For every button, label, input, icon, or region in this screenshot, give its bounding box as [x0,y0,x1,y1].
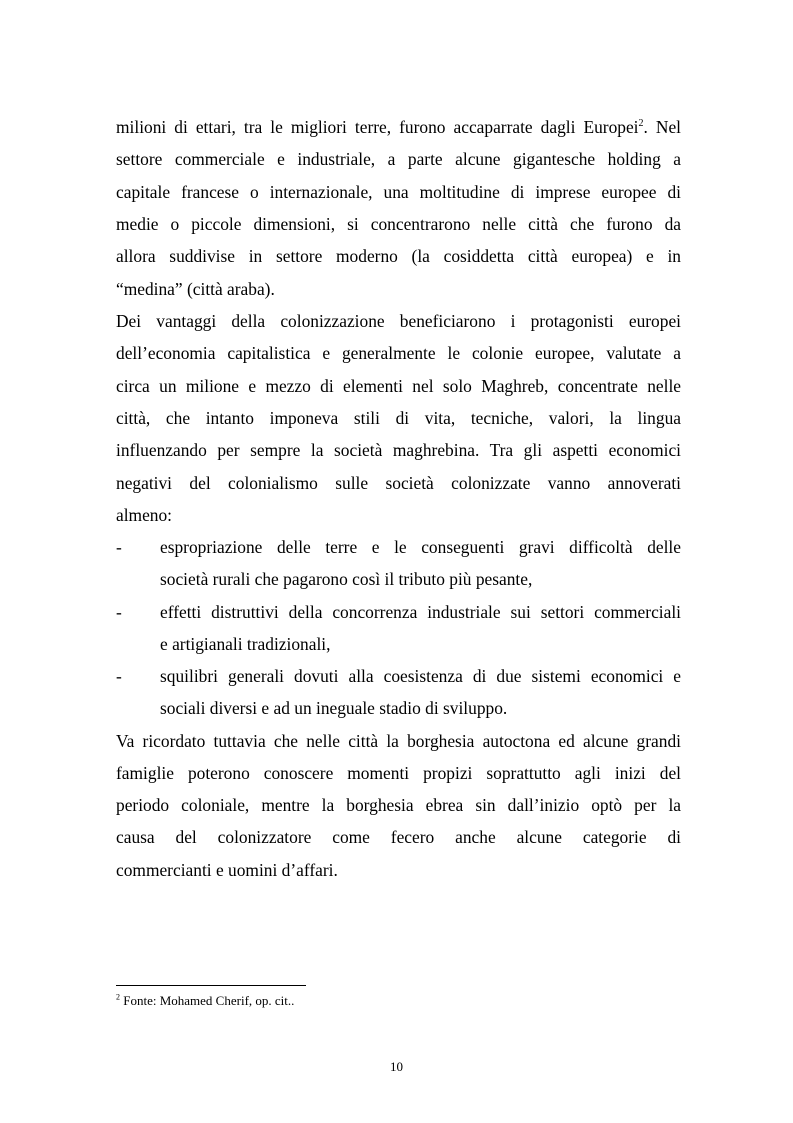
para1-line-2: settore commerciale e industriale, a parte alcune gigantesche holding a [116,149,681,169]
bullet-2-line-2: e artigianali tradizionali, [160,634,331,654]
footnote [116,993,294,1009]
para2-line-5: influenzando per sempre la società maghrebina. Tra gli aspetti economici [116,440,681,460]
para2-line-3: circa un milione e mezzo di elementi nel solo Maghreb, concentrate nelle [116,376,681,396]
para3-line-2: famiglie poterono conoscere momenti propizi soprattutto agli inizi del [116,763,681,783]
para1-line-4: medie o piccole dimensioni, si concentrarono nelle città che furono da [116,214,681,234]
footnote-separator [116,985,306,986]
para2-line-6: negativi del colonialismo sulle società colonizzate vanno annoverati [116,473,681,493]
para3-line-3: periodo coloniale, mentre la borghesia ebrea sin dall’inizio optò per la [116,795,681,815]
para1-line-1: milioni di ettari, tra le migliori terre, furono accaparrate dagli Europei$^2$. Nel [116,117,681,137]
footnote-text: Fonte: Mohamed Cherif, op. cit.. [120,993,295,1008]
para3-line-5: commercianti e uomini d’affari. [116,860,338,880]
bullet-2-line-1: effetti distruttivi della concorrenza industriale sui settori commerciali [160,602,681,622]
footnote-number: 2 [116,992,120,1002]
para3-line-4: causa del colonizzatore come fecero anche alcune categorie di [116,827,681,847]
para1-line-6: “medina” (città araba). [116,279,275,299]
para1-line-3: capitale francese o internazionale, una moltitudine di imprese europee di [116,182,681,202]
para2-line-4: città, che intanto imponeva stili di vita, tecniche, valori, la lingua [116,408,681,428]
para1-line-5: allora suddivise in settore moderno (la cosiddetta città europea) e in [116,246,681,266]
para2-line-7: almeno: [116,505,173,525]
bullet-marker: - [116,537,122,557]
para3-line-1: Va ricordato tuttavia che nelle città la borghesia autoctona ed alcune grandi [116,731,681,751]
bullet-marker: - [116,666,122,686]
para2-line-2: dell’economia capitalistica e generalmente le colonie europee, valutate a [116,343,681,363]
bullet-1-line-1: espropriazione delle terre e le conseguenti gravi difficoltà delle [160,537,681,557]
footnote-reference: 2 [638,118,644,130]
page-number: 10 [390,1059,403,1074]
bullet-3-line-1: squilibri generali dovuti alla coesistenza di due sistemi economici e [160,666,681,686]
bullet-1-line-2: società rurali che pagarono così il tributo più pesante, [160,569,533,589]
para2-line-1: Dei vantaggi della colonizzazione beneficiarono i protagonisti europei [116,311,681,331]
bullet-marker: - [116,602,122,622]
bullet-3-line-2: sociali diversi e ad un ineguale stadio di sviluppo. [160,698,508,718]
